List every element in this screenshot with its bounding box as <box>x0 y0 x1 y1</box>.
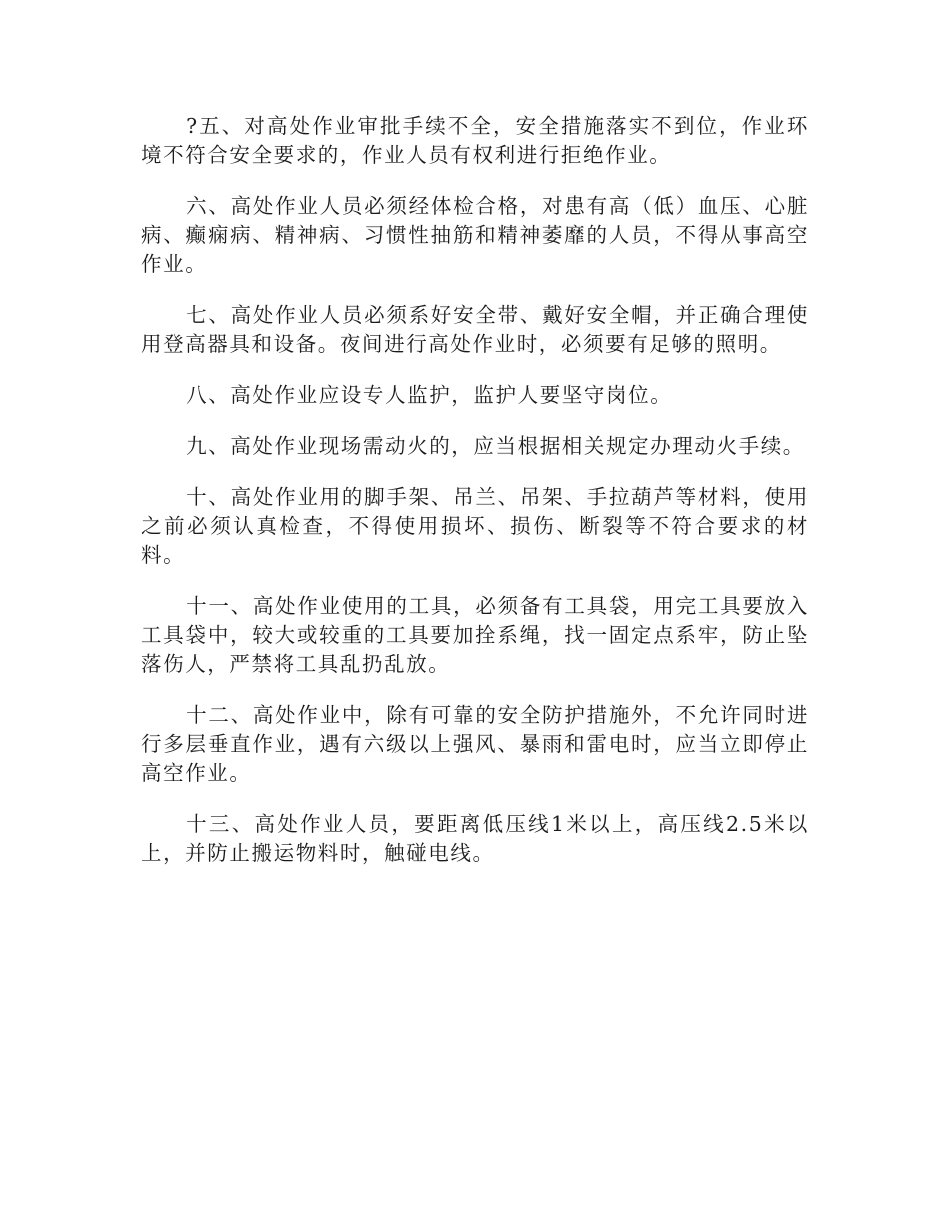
paragraph-item-5: ?五、对高处作业审批手续不全，安全措施落实不到位，作业环境不符合安全要求的，作业人员有权利进行拒绝作业。 <box>141 114 809 167</box>
paragraph-item-6: 六、高处作业人员必须经体检合格，对患有高（低）血压、心脏病、癫痫病、精神病、习惯性抽筋和精神萎靡的人员，不得从事高空作业。 <box>141 194 809 276</box>
paragraph-item-12: 十二、高处作业中，除有可靠的安全防护措施外，不允许同时进行多层垂直作业，遇有六级以上强风、暴雨和雷电时，应当立即停止高空作业。 <box>141 703 809 785</box>
paragraph-item-9: 九、高处作业现场需动火的，应当根据相关规定办理动火手续。 <box>186 434 805 458</box>
document-body <box>141 112 809 890</box>
paragraph-item-8: 八、高处作业应设专人监护，监护人要坚守岗位。 <box>186 383 673 407</box>
paragraph-item-7: 七、高处作业人员必须系好安全带、戴好安全帽，并正确合理使用登高器具和设备。夜间进行高处作业时，必须要有足够的照明。 <box>141 303 809 356</box>
paragraph-item-13: 十三、高处作业人员，要距离低压线1米以上，高压线2.5米以上，并防止搬运物料时，触碰电线。 <box>141 812 809 865</box>
paragraph-item-10: 十、高处作业用的脚手架、吊兰、吊架、手拉葫芦等材料，使用之前必须认真检查，不得使用损坏、损伤、断裂等不符合要求的材料。 <box>141 485 809 567</box>
paragraph-item-11: 十一、高处作业使用的工具，必须备有工具袋，用完工具要放入工具袋中，较大或较重的工具要加拴系绳，找一固定点系牢，防止坠落伤人，严禁将工具乱扔乱放。 <box>141 594 809 676</box>
